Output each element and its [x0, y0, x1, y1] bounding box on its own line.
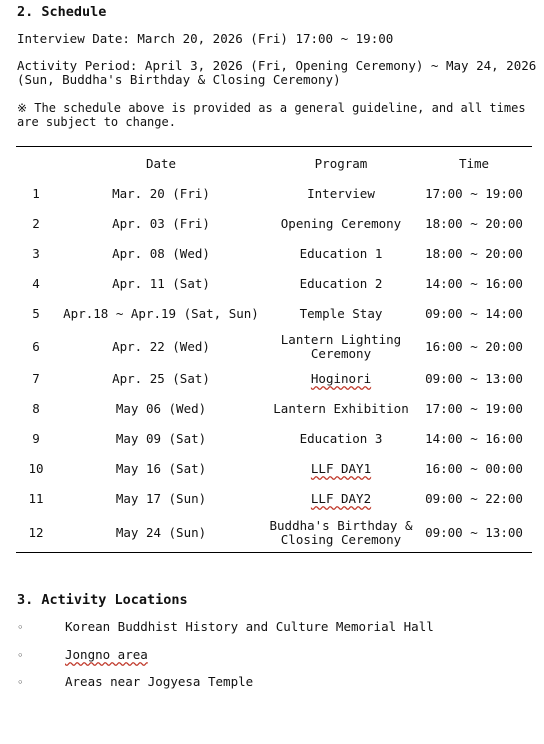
row-no: 11 [28, 491, 44, 506]
row-no: 10 [28, 461, 44, 476]
row-date: May 06 (Wed) [115, 401, 207, 416]
location-text: Korean Buddhist History and Culture Memorial Hall [65, 619, 434, 634]
row-time: 17:00 ~ 19:00 [425, 401, 523, 416]
table-header-row [16, 147, 532, 180]
table-row [16, 329, 532, 364]
header-program: Program [314, 155, 368, 171]
table-row [16, 209, 532, 239]
row-date: Apr. 03 (Fri) [112, 216, 210, 231]
location-text: Areas near Jogyesa Temple [65, 674, 254, 689]
row-program: Education 3 [299, 431, 383, 446]
table-row [16, 364, 532, 394]
row-no: 3 [32, 246, 40, 261]
row-program: Buddha's Birthday & Closing Ceremony [269, 518, 413, 547]
row-no: 6 [32, 338, 40, 354]
row-no: 7 [32, 371, 40, 386]
row-no: 2 [32, 216, 40, 231]
row-date: May 09 (Sat) [115, 431, 207, 446]
interview-date-line: Interview Date: March 20, 2026 (Fri) 17:00 ~ 19:00 [17, 31, 394, 46]
table-row [16, 514, 532, 553]
row-date: Apr. 25 (Sat) [112, 371, 210, 386]
row-time: 09:00 ~ 14:00 [425, 306, 523, 321]
row-program: Opening Ceremony [280, 216, 402, 231]
row-time: 14:00 ~ 16:00 [425, 276, 523, 291]
schedule-table [16, 146, 532, 553]
row-date: Apr. 11 (Sat) [112, 276, 210, 291]
row-time: 18:00 ~ 20:00 [425, 246, 523, 261]
misspelled-word: LLF DAY1 [310, 461, 372, 476]
row-time: 09:00 ~ 13:00 [425, 371, 523, 386]
row-no: 4 [32, 276, 40, 291]
row-program: Interview [307, 186, 375, 201]
row-program: Education 1 [299, 246, 383, 261]
table-row [16, 239, 532, 269]
row-time: 09:00 ~ 13:00 [425, 525, 523, 540]
row-time: 17:00 ~ 19:00 [425, 186, 523, 201]
activity-period-line-2: (Sun, Buddha's Birthday & Closing Ceremony) [17, 72, 341, 87]
misspelled-word: Hoginori [310, 371, 372, 386]
row-date: Apr.18 ~ Apr.19 (Sat, Sun) [63, 306, 259, 321]
row-time: 18:00 ~ 20:00 [425, 216, 523, 231]
location-item [17, 647, 148, 662]
location-text: Jongno area [65, 647, 148, 662]
row-program: Temple Stay [299, 306, 383, 321]
row-program: Lantern Exhibition [273, 401, 409, 416]
row-no: 1 [32, 186, 40, 201]
row-date: Apr. 08 (Wed) [112, 246, 210, 261]
table-row [16, 299, 532, 329]
table-row [16, 269, 532, 299]
row-time: 16:00 ~ 00:00 [425, 461, 523, 476]
bullet-icon: ◦ [17, 676, 24, 689]
header-no [16, 147, 56, 180]
table-row [16, 454, 532, 484]
row-time: 09:00 ~ 22:00 [425, 491, 523, 506]
row-date: May 24 (Sun) [115, 525, 207, 540]
row-no: 12 [28, 525, 44, 540]
row-time: 14:00 ~ 16:00 [425, 431, 523, 446]
row-program [266, 364, 416, 394]
row-no: 9 [32, 431, 40, 446]
schedule-heading: 2. Schedule [17, 4, 107, 20]
bullet-icon: ◦ [17, 621, 24, 634]
schedule-note-line-2: are subject to change. [17, 115, 176, 129]
row-program [266, 484, 416, 514]
bullet-icon: ◦ [17, 649, 24, 662]
table-row [16, 394, 532, 424]
misspelled-word: LLF DAY2 [310, 491, 372, 506]
table-row [16, 179, 532, 209]
header-time: Time [458, 155, 490, 171]
row-date: Apr. 22 (Wed) [112, 338, 210, 354]
row-program: Lantern Lighting Ceremony [280, 331, 402, 361]
row-time: 16:00 ~ 20:00 [425, 338, 523, 354]
table-row [16, 424, 532, 454]
header-date: Date [145, 155, 177, 171]
row-date: May 16 (Sat) [115, 461, 207, 476]
row-no: 8 [32, 401, 40, 416]
row-program [266, 454, 416, 484]
locations-heading: 3. Activity Locations [17, 592, 188, 608]
table-row [16, 484, 532, 514]
row-date: Mar. 20 (Fri) [112, 186, 210, 201]
row-no: 5 [32, 306, 40, 321]
row-program: Education 2 [299, 276, 383, 291]
schedule-note-line-1: ※ The schedule above is provided as a general guideline, and all times [17, 101, 526, 115]
row-date: May 17 (Sun) [115, 491, 207, 506]
location-item [17, 674, 253, 689]
activity-period-line-1: Activity Period: April 3, 2026 (Fri, Opening Ceremony) ~ May 24, 2026 [17, 58, 537, 73]
location-item [17, 619, 434, 634]
